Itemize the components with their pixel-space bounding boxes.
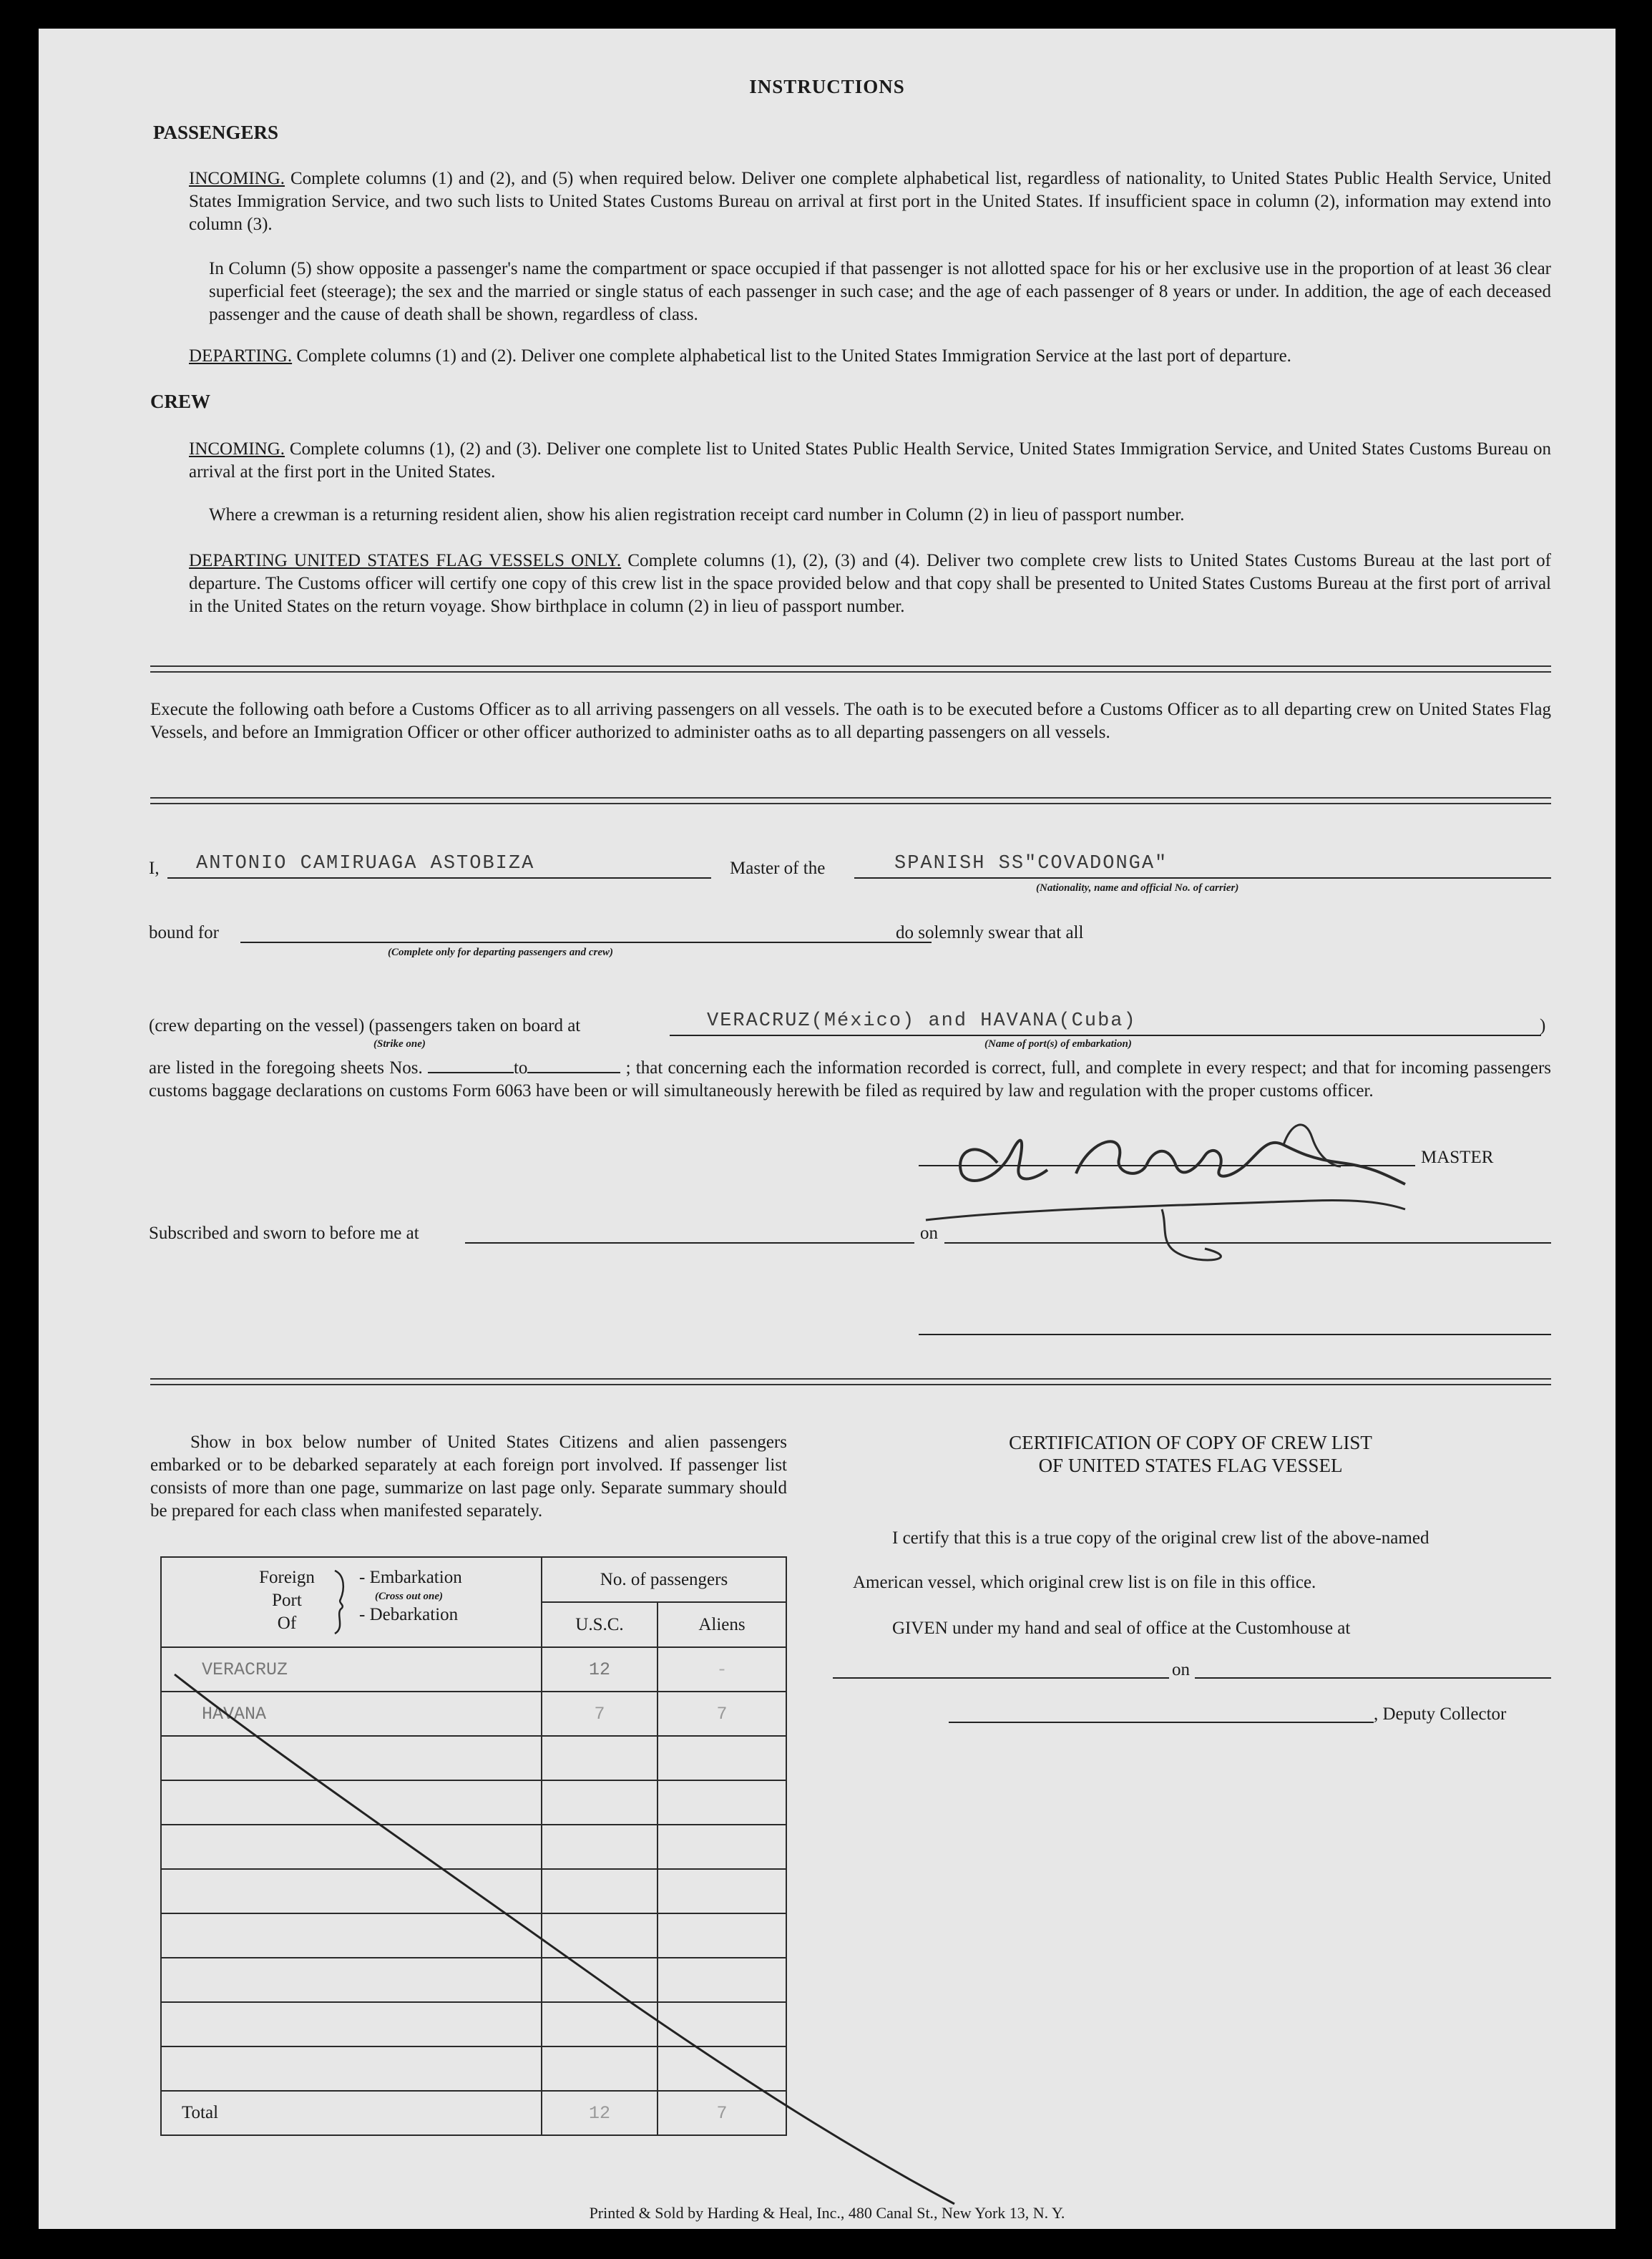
document-page xyxy=(39,29,1616,2229)
crewman-paragraph: Where a crewman is a returning resident alien, show his alien registration receipt card number in Column (2) in lieu of passport number. xyxy=(209,505,1185,525)
close-paren: ) xyxy=(1540,1016,1546,1035)
on-label: on xyxy=(920,1224,938,1243)
officer-signature-line xyxy=(919,1334,1551,1335)
embarkation-label: - Embarkation xyxy=(359,1568,462,1587)
summary-intro: Show in box below number of United States Citizens and alien passengers embarked or to be debarked separately at each foreign port involved. If passenger list consists of more than one page, summarize on last page only. Separate summary should be prepared for each class when manifested separately. xyxy=(150,1433,787,1521)
vessel-caption: (Nationality, name and official No. of carrier) xyxy=(1036,882,1239,894)
american-vessel-text: American vessel, which original crew list is on file in this office. xyxy=(853,1573,1316,1592)
i-label: I, xyxy=(149,859,160,878)
master-name-line xyxy=(167,877,711,879)
printer-footer: Printed & Sold by Harding & Heal, Inc., 480 Canal St., New York 13, N. Y. xyxy=(589,2204,1065,2222)
row-usc: 7 xyxy=(542,1692,658,1736)
column5-paragraph: In Column (5) show opposite a passenger's name the compartment or space occupied if that passenger is not allotted space for his or her exclusive use in the proportion of at least 36 clear superficial feet (steerage); the sex and the married or single status of each passenger in such case; and the age of each passenger of 8 years or under. In addition, the age of each deceased passenger and the cause of death shall be shown, regardless of class. xyxy=(209,259,1551,324)
flag-label: DEPARTING UNITED STATES FLAG VESSELS ONLY. xyxy=(189,551,622,570)
departing-text: Complete columns (1) and (2). Deliver one complete alphabetical list to the United States Immigration Service at the last port of departure. xyxy=(296,346,1291,366)
brace-icon xyxy=(331,1568,352,1636)
crew-incoming-paragraph xyxy=(189,438,1551,484)
master-label: MASTER xyxy=(1421,1148,1494,1167)
deputy-signature-line xyxy=(949,1722,1374,1723)
divider xyxy=(150,1378,1551,1385)
subscribed-label: Subscribed and sworn to before me at xyxy=(149,1224,419,1243)
usc-header: U.S.C. xyxy=(542,1602,658,1647)
sheet-from-blank xyxy=(428,1056,514,1073)
departing-label: DEPARTING. xyxy=(189,346,293,366)
master-name: ANTONIO CAMIRUAGA ASTOBIZA xyxy=(196,853,535,874)
strike-caption: (Strike one) xyxy=(373,1038,426,1050)
total-aliens: 7 xyxy=(658,2091,786,2135)
incoming-label: INCOMING. xyxy=(189,169,285,188)
given-text: GIVEN under my hand and seal of office at the Customhouse at xyxy=(892,1619,1351,1638)
cert-on-label: on xyxy=(1172,1660,1190,1679)
vessel-name: SPANISH SS"COVADONGA" xyxy=(894,853,1168,874)
divider xyxy=(150,665,1551,673)
deputy-collector-label: , Deputy Collector xyxy=(1374,1704,1507,1724)
incoming-text: Complete columns (1) and (2), and (5) when required below. Deliver one complete alphabetical list, regardless of nationality, to United States Public Health Service, United States Immigration Service, and two such lists to United States Customs Bureau on arrival at first port in the United States. If insufficient space in column (2), information may extend into column (3). xyxy=(189,169,1551,234)
flag-vessel-paragraph xyxy=(189,550,1551,618)
subscribed-date-line xyxy=(944,1242,1551,1244)
customhouse-line xyxy=(833,1677,1169,1679)
cert-date-line xyxy=(1195,1677,1551,1679)
bound-for-label: bound for xyxy=(149,923,219,942)
instructions-title: INSTRUCTIONS xyxy=(749,76,905,97)
total-label: Total xyxy=(161,2091,542,2135)
debarkation-label: - Debarkation xyxy=(359,1605,459,1624)
divider xyxy=(150,797,1551,804)
no-passengers-header: No. of passengers xyxy=(542,1557,786,1602)
bound-caption: (Complete only for departing passengers and crew) xyxy=(388,947,613,958)
row-aliens: 7 xyxy=(658,1692,786,1736)
subscribed-place-line xyxy=(465,1242,914,1244)
crew-incoming-text: Complete columns (1), (2) and (3). Deliver one complete list to United States Public Health Service, United States Immigration Service, and United States Customs Bureau on arrival at the first port in the United States. xyxy=(189,439,1551,482)
passengers-heading: PASSENGERS xyxy=(153,122,279,143)
diagonal-strike-mark xyxy=(132,1646,962,2218)
ports-of-embarkation: VERACRUZ(México) and HAVANA(Cuba) xyxy=(707,1010,1137,1032)
bound-for-line xyxy=(240,942,932,943)
ports-caption: (Name of port(s) of embarkation) xyxy=(984,1038,1132,1050)
certification-title-2: OF UNITED STATES FLAG VESSEL xyxy=(1038,1455,1343,1476)
listed-text-2: ; that concerning each the information recorded is correct, full, and complete in every respect; and that for incoming passengers customs baggage declarations on customs Form 6063 have been or will simultaneously herewith be filed as required by law and regulation with the proper customs officer. xyxy=(149,1058,1552,1101)
certify-text: I certify that this is a true copy of the original crew list of the above-named xyxy=(892,1528,1429,1548)
passengers-departing-paragraph xyxy=(189,345,1551,368)
sheet-to-blank xyxy=(527,1056,620,1073)
port-label: Port xyxy=(272,1591,302,1610)
row-port: VERACRUZ xyxy=(161,1647,542,1692)
passengers-incoming-paragraph xyxy=(189,167,1551,236)
flag-text: Complete columns (1), (2), (3) and (4). Deliver two complete crew lists to United States Customs Bureau at the last port of departure. The Customs officer will certify one copy of this crew list in the space provided below and that copy shall be presented to United States Customs Bureau at the first port of arrival in the United States on the return voyage. Show birthplace in column (2) in lieu of passport number. xyxy=(189,551,1551,616)
oath-intro: Execute the following oath before a Customs Officer as to all arriving passengers on all vessels. The oath is to be executed before a Customs Officer as to all departing crew on United States Flag Vessels, and before an Immigration Officer or other officer authorized to administer oaths as to all departing passengers on all vessels. xyxy=(150,700,1551,742)
total-usc: 12 xyxy=(542,2091,658,2135)
row-usc: 12 xyxy=(542,1647,658,1692)
aliens-header: Aliens xyxy=(658,1602,786,1647)
master-signature xyxy=(911,1095,1412,1267)
master-of-label: Master of the xyxy=(730,859,826,878)
listed-text-1: are listed in the foregoing sheets Nos. xyxy=(149,1058,423,1078)
foreign-label: Foreign xyxy=(259,1568,315,1587)
certification-title-1: CERTIFICATION OF COPY OF CREW LIST xyxy=(1009,1432,1372,1453)
crew-heading: CREW xyxy=(150,391,211,412)
listed-to: to xyxy=(513,1058,528,1078)
cross-out-label: (Cross out one) xyxy=(375,1591,444,1602)
crew-departing-label: (crew departing on the vessel) (passengers taken on board at xyxy=(149,1016,581,1035)
crew-incoming-label: INCOMING. xyxy=(189,439,285,459)
ports-line xyxy=(670,1035,1541,1036)
row-aliens: - xyxy=(658,1647,786,1692)
port-header-cell xyxy=(161,1557,542,1647)
vessel-line xyxy=(854,877,1551,879)
swear-label: do solemnly swear that all xyxy=(896,923,1084,942)
row-port: HAVANA xyxy=(161,1692,542,1736)
of-label: Of xyxy=(277,1614,297,1633)
